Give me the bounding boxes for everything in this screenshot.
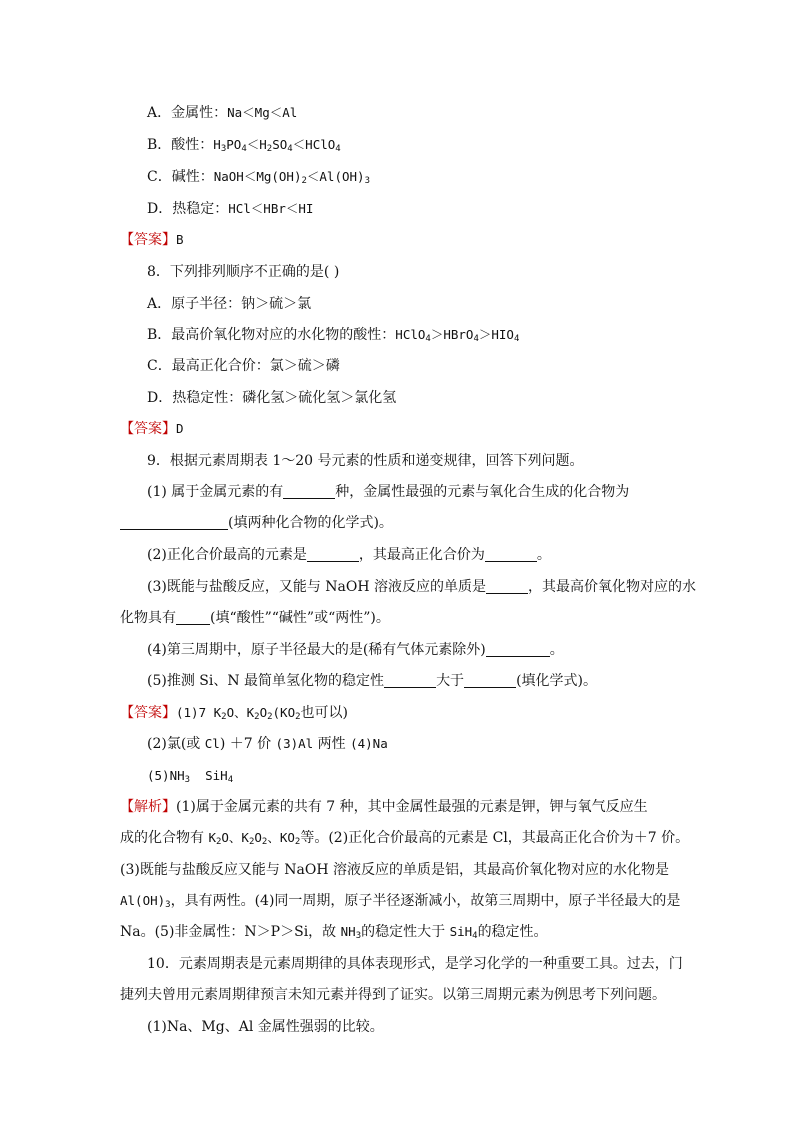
- q9-explanation-aloh3: $Al(OH)_3$: [120, 893, 171, 910]
- blank: [307, 547, 359, 562]
- q9-explanation-formulas: $K_2O$、$K_2O_2$、$KO_2$: [208, 830, 301, 847]
- q9-explanation-line4: $Al(OH)_3$，具有两性。(4)同一周期，原子半径逐渐减小，故第三周期中，原子半径最大的是: [120, 893, 681, 910]
- q7-option-c: C．碱性：$NaOH<Mg(OH)_2<Al(OH)_3$: [147, 169, 370, 186]
- q7-option-c-formula: $NaOH<Mg(OH)_2<Al(OH)_3$: [213, 169, 370, 186]
- blank: [485, 547, 537, 562]
- q10-part1: (1)Na、Mg、Al 金属性强弱的比较。: [147, 1019, 384, 1035]
- q8-answer: 【答案】D: [120, 421, 184, 437]
- blank: [464, 673, 516, 688]
- q10-stem-line2: 捷列夫曾用元素周期律预言未知元素并得到了证实。以第三周期元素为例思考下列问题。: [120, 987, 666, 1003]
- q9-explanation-line2: 成的化合物有 $K_2O$、$K_2O_2$、$KO_2$等。(2)正化合价最高的元素是 Cl，其最高正化合价为＋7 价。: [120, 830, 690, 847]
- blank: [384, 673, 436, 688]
- q7-option-b-formula: $H_3PO_4<H_2SO_4<HClO_4$: [213, 137, 341, 154]
- q9-part1-line1: (1) 属于金属元素的有 种，金属性最强的元素与氧化合生成的化合物为: [147, 484, 630, 500]
- q8-option-b: B．最高价氧化物对应的水化物的酸性：$HClO_4>HBrO_4>HIO_4$: [147, 327, 520, 344]
- q9-explanation-line3: (3)既能与盐酸反应又能与 NaOH 溶液反应的单质是铝，其最高价氧化物对应的水化物是: [120, 862, 670, 878]
- q9-part3-line2: 化物具有 (填“酸性”“碱性”或“两性”)。: [120, 610, 390, 626]
- q9-part5: (5)推测 Si、N 最简单氢化物的稳定性 大于 (填化学式)。: [147, 673, 597, 689]
- q9-answer-line3: [147, 767, 233, 785]
- q8-option-a: A．原子半径：钠＞硫＞氯: [147, 296, 312, 312]
- q9-part1-line2: (填两种化合物的化学式)。: [120, 514, 393, 532]
- q10-stem-line1: 10．元素周期表是元素周期律的具体表现形式，是学习化学的一种重要工具。过去，门: [147, 956, 683, 972]
- q9-explanation-line5: Na。(5)非金属性：N＞P＞Si，故 $NH_3$的稳定性大于 SiH$_4$的稳定性。: [120, 924, 548, 941]
- q8-option-b-formula: $HClO_4>HBrO_4>HIO_4$: [395, 327, 520, 344]
- q9-stem: 9．根据元素周期表 1～20 号元素的性质和递变规律，回答下列问题。: [147, 453, 584, 469]
- q9-explanation-nh3: $NH_3$: [340, 924, 362, 941]
- blank: [486, 579, 528, 594]
- q9-explanation-line1: 【解析】(1)属于金属元素的共有 7 种，其中金属性最强的元素是钾，钾与氧气反应生: [120, 799, 648, 815]
- q7-answer: 【答案】B: [120, 232, 184, 248]
- q9-part2: (2)正化合价最高的元素是 ，其最高正化合价为 。: [147, 547, 551, 563]
- blank: [486, 642, 550, 657]
- q8-option-c: C．最高正化合价：氯＞硫＞磷: [147, 358, 340, 374]
- q9-explanation-sih4: SiH$_4$: [449, 924, 478, 941]
- blank: [283, 484, 335, 499]
- q7-option-a: A．金属性：Na＜Mg＜Al: [147, 105, 298, 121]
- q9-answer-line1: 【答案】(1)7 $K_2O$、$K_2O_2(KO_2$也可以): [120, 705, 348, 722]
- q9-answer-part5: $(5)NH_3$ SiH$_4$: [147, 768, 234, 785]
- q9-part4: (4)第三周期中，原子半径最大的是(稀有气体元素除外) 。: [147, 642, 564, 658]
- blank: [176, 610, 210, 625]
- q9-part3-line1: (3)既能与盐酸反应，又能与 NaOH 溶液反应的单质是 ，其最高价氧化物对应的水: [147, 579, 697, 595]
- answer-tag: 【答案】: [120, 232, 176, 248]
- q7-option-b: B．酸性：$H_3PO_4<H_2SO_4<HClO_4$: [147, 137, 341, 154]
- q9-answer-line2: (2)氯(或 Cl) ＋7 价 (3)Al 两性 (4)Na: [147, 736, 388, 752]
- q8-option-d: D．热稳定性：磷化氢＞硫化氢＞氯化氢: [147, 390, 397, 406]
- q7-option-a-formula: Na＜Mg＜Al: [227, 105, 298, 120]
- q8-stem: 8．下列排列顺序不正确的是( ): [147, 264, 340, 280]
- q7-option-d-formula: HCl＜HBr＜HI: [228, 201, 314, 216]
- q9-answer-formulas: $K_2O$、$K_2O_2(KO_2$: [213, 705, 301, 722]
- q7-option-d: D．热稳定：HCl＜HBr＜HI: [147, 201, 314, 217]
- blank: [120, 515, 228, 530]
